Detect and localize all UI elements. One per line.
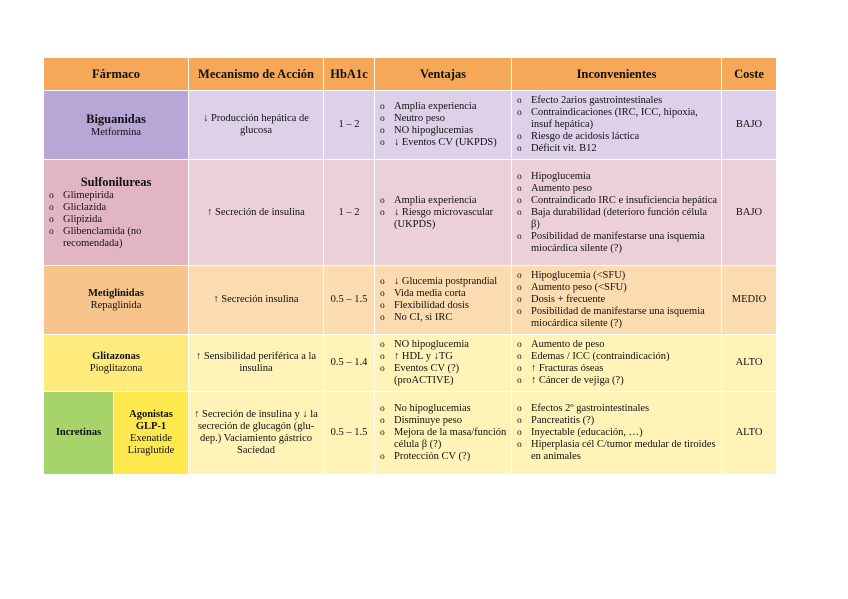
drug-name: Exenatide xyxy=(130,433,172,444)
drug-name: Repaglinida xyxy=(90,300,142,311)
advantages-cell xyxy=(375,266,512,335)
disadvantages-cell xyxy=(512,266,722,335)
list-item: o Hipoglucemia (<SFU) xyxy=(515,270,718,282)
disadvantages-cell xyxy=(512,392,722,475)
list-item: o Glipizida xyxy=(47,214,185,226)
list-item: o ↓ Riesgo microvascular (UKPDS) xyxy=(378,207,508,231)
list-item: o Inyectable (educación, …) xyxy=(515,427,718,439)
drug-cell xyxy=(44,160,189,266)
hba1c-cell: 0.5 – 1.5 xyxy=(324,392,375,475)
list-item: o ↑ Cáncer de vejiga (?) xyxy=(515,375,718,387)
drug-cell xyxy=(44,335,189,392)
list-item: o NO hipoglucemia xyxy=(378,339,508,351)
group-cell: Incretinas xyxy=(44,392,114,475)
list-item: o Posibilidad de manifestarse una isquemia miocárdica silente (?) xyxy=(515,231,718,255)
cost-cell: BAJO xyxy=(722,91,777,160)
cost-cell: BAJO xyxy=(722,160,777,266)
list-item: o Hipoglucemia xyxy=(515,171,718,183)
header-coste: Coste xyxy=(722,58,777,91)
list-item: o ↑ HDL y ↓TG xyxy=(378,351,508,363)
list-item: o Contraindicado IRC e insuficiencia hepática xyxy=(515,195,718,207)
list-item: o Amplia experiencia xyxy=(378,195,508,207)
list-item: o Efectos 2º gastrointestinales xyxy=(515,403,718,415)
hba1c-cell: 0.5 – 1.4 xyxy=(324,335,375,392)
drug-cell xyxy=(44,91,189,160)
list-item: o Eventos CV (?) (proACTIVE) xyxy=(378,363,508,387)
list-item: o Riesgo de acidosis láctica xyxy=(515,131,718,143)
header-mecanismo: Mecanismo de Acción xyxy=(189,58,324,91)
list-item: o Aumento peso (<SFU) xyxy=(515,282,718,294)
header-farmaco: Fármaco xyxy=(44,58,189,91)
table-row xyxy=(44,160,777,266)
table-row xyxy=(44,392,777,475)
hba1c-cell: 1 – 2 xyxy=(324,160,375,266)
header-ventajas: Ventajas xyxy=(375,58,512,91)
list-item: o Dosis + frecuente xyxy=(515,294,718,306)
header-hba1c: HbA1c xyxy=(324,58,375,91)
list-item: o Baja durabilidad (deterioro función célula β) xyxy=(515,207,718,231)
list-item: o ↓ Eventos CV (UKPDS) xyxy=(378,137,508,149)
advantages-cell xyxy=(375,392,512,475)
drug-name: Liraglutide xyxy=(127,445,175,456)
list-item: o Posibilidad de manifestarse una isquemia miocárdica silente (?) xyxy=(515,306,718,330)
list-item: o Gliclazida xyxy=(47,202,185,214)
list-item: o Flexibilidad dosis xyxy=(378,300,508,312)
drug-class: Sulfonilureas xyxy=(80,175,152,189)
list-item: o ↓ Glucemia postprandial xyxy=(378,276,508,288)
disadvantages-cell xyxy=(512,91,722,160)
drug-class: Agonistas GLP-1 xyxy=(129,409,173,432)
list-item: o Mejora de la masa/función célula β (?) xyxy=(378,427,508,451)
list-item: o Neutro peso xyxy=(378,113,508,125)
list-item: o Efecto 2arios gastrointestinales xyxy=(515,95,718,107)
hba1c-cell: 1 – 2 xyxy=(324,91,375,160)
mechanism-cell: ↑ Secreción de insulina xyxy=(189,160,324,266)
table-header-row xyxy=(44,58,777,91)
list-item: o Vida media corta xyxy=(378,288,508,300)
list-item: o Déficit vit. B12 xyxy=(515,143,718,155)
header-inconvenientes: Inconvenientes xyxy=(512,58,722,91)
drug-class: Metiglinidas xyxy=(87,288,144,299)
list-item: o ↑ Fracturas óseas xyxy=(515,363,718,375)
list-item: o Pancreatitis (?) xyxy=(515,415,718,427)
table-row xyxy=(44,335,777,392)
list-item: o Glibenclamida (no recomendada) xyxy=(47,226,185,250)
disadvantages-cell xyxy=(512,160,722,266)
cost-cell: ALTO xyxy=(722,335,777,392)
list-item: o Hiperplasia cél C/tumor medular de tiroides en animales xyxy=(515,439,718,463)
list-item: o Protección CV (?) xyxy=(378,451,508,463)
disadvantages-cell xyxy=(512,335,722,392)
cost-cell: MEDIO xyxy=(722,266,777,335)
list-item: o Contraindicaciones (IRC, ICC, hipoxia, insuf hepática) xyxy=(515,107,718,131)
list-item: o NO hipoglucemias xyxy=(378,125,508,137)
list-item: o Edemas / ICC (contraindicación) xyxy=(515,351,718,363)
drug-class: Biguanidas xyxy=(86,111,146,126)
list-item: o No hipoglucemias xyxy=(378,403,508,415)
drug-cell xyxy=(44,266,189,335)
drug-name: Pioglitazona xyxy=(89,363,143,374)
drug-cell xyxy=(114,392,189,475)
mechanism-cell: ↑ Secreción de insulina y ↓ la secreción de glucagón (glu-dep.) Vaciamiento gástrico Saciedad xyxy=(189,392,324,475)
drug-class: Glitazonas xyxy=(92,351,140,362)
list-item: o Disminuye peso xyxy=(378,415,508,427)
drug-comparison-table xyxy=(43,57,777,475)
list-item: o Amplia experiencia xyxy=(378,101,508,113)
cost-cell: ALTO xyxy=(722,392,777,475)
advantages-cell xyxy=(375,160,512,266)
list-item: o No CI, si IRC xyxy=(378,312,508,324)
hba1c-cell: 0.5 – 1.5 xyxy=(324,266,375,335)
mechanism-cell: ↑ Secreción insulina xyxy=(189,266,324,335)
table-row xyxy=(44,91,777,160)
table-row xyxy=(44,266,777,335)
mechanism-cell: ↑ Sensibilidad periférica a la insulina xyxy=(189,335,324,392)
drug-name: Metformina xyxy=(90,126,142,138)
advantages-cell xyxy=(375,335,512,392)
list-item: o Glimepirida xyxy=(47,190,185,202)
list-item: o Aumento de peso xyxy=(515,339,718,351)
mechanism-cell: ↓ Producción hepática de glucosa xyxy=(189,91,324,160)
list-item: o Aumento peso xyxy=(515,183,718,195)
advantages-cell xyxy=(375,91,512,160)
